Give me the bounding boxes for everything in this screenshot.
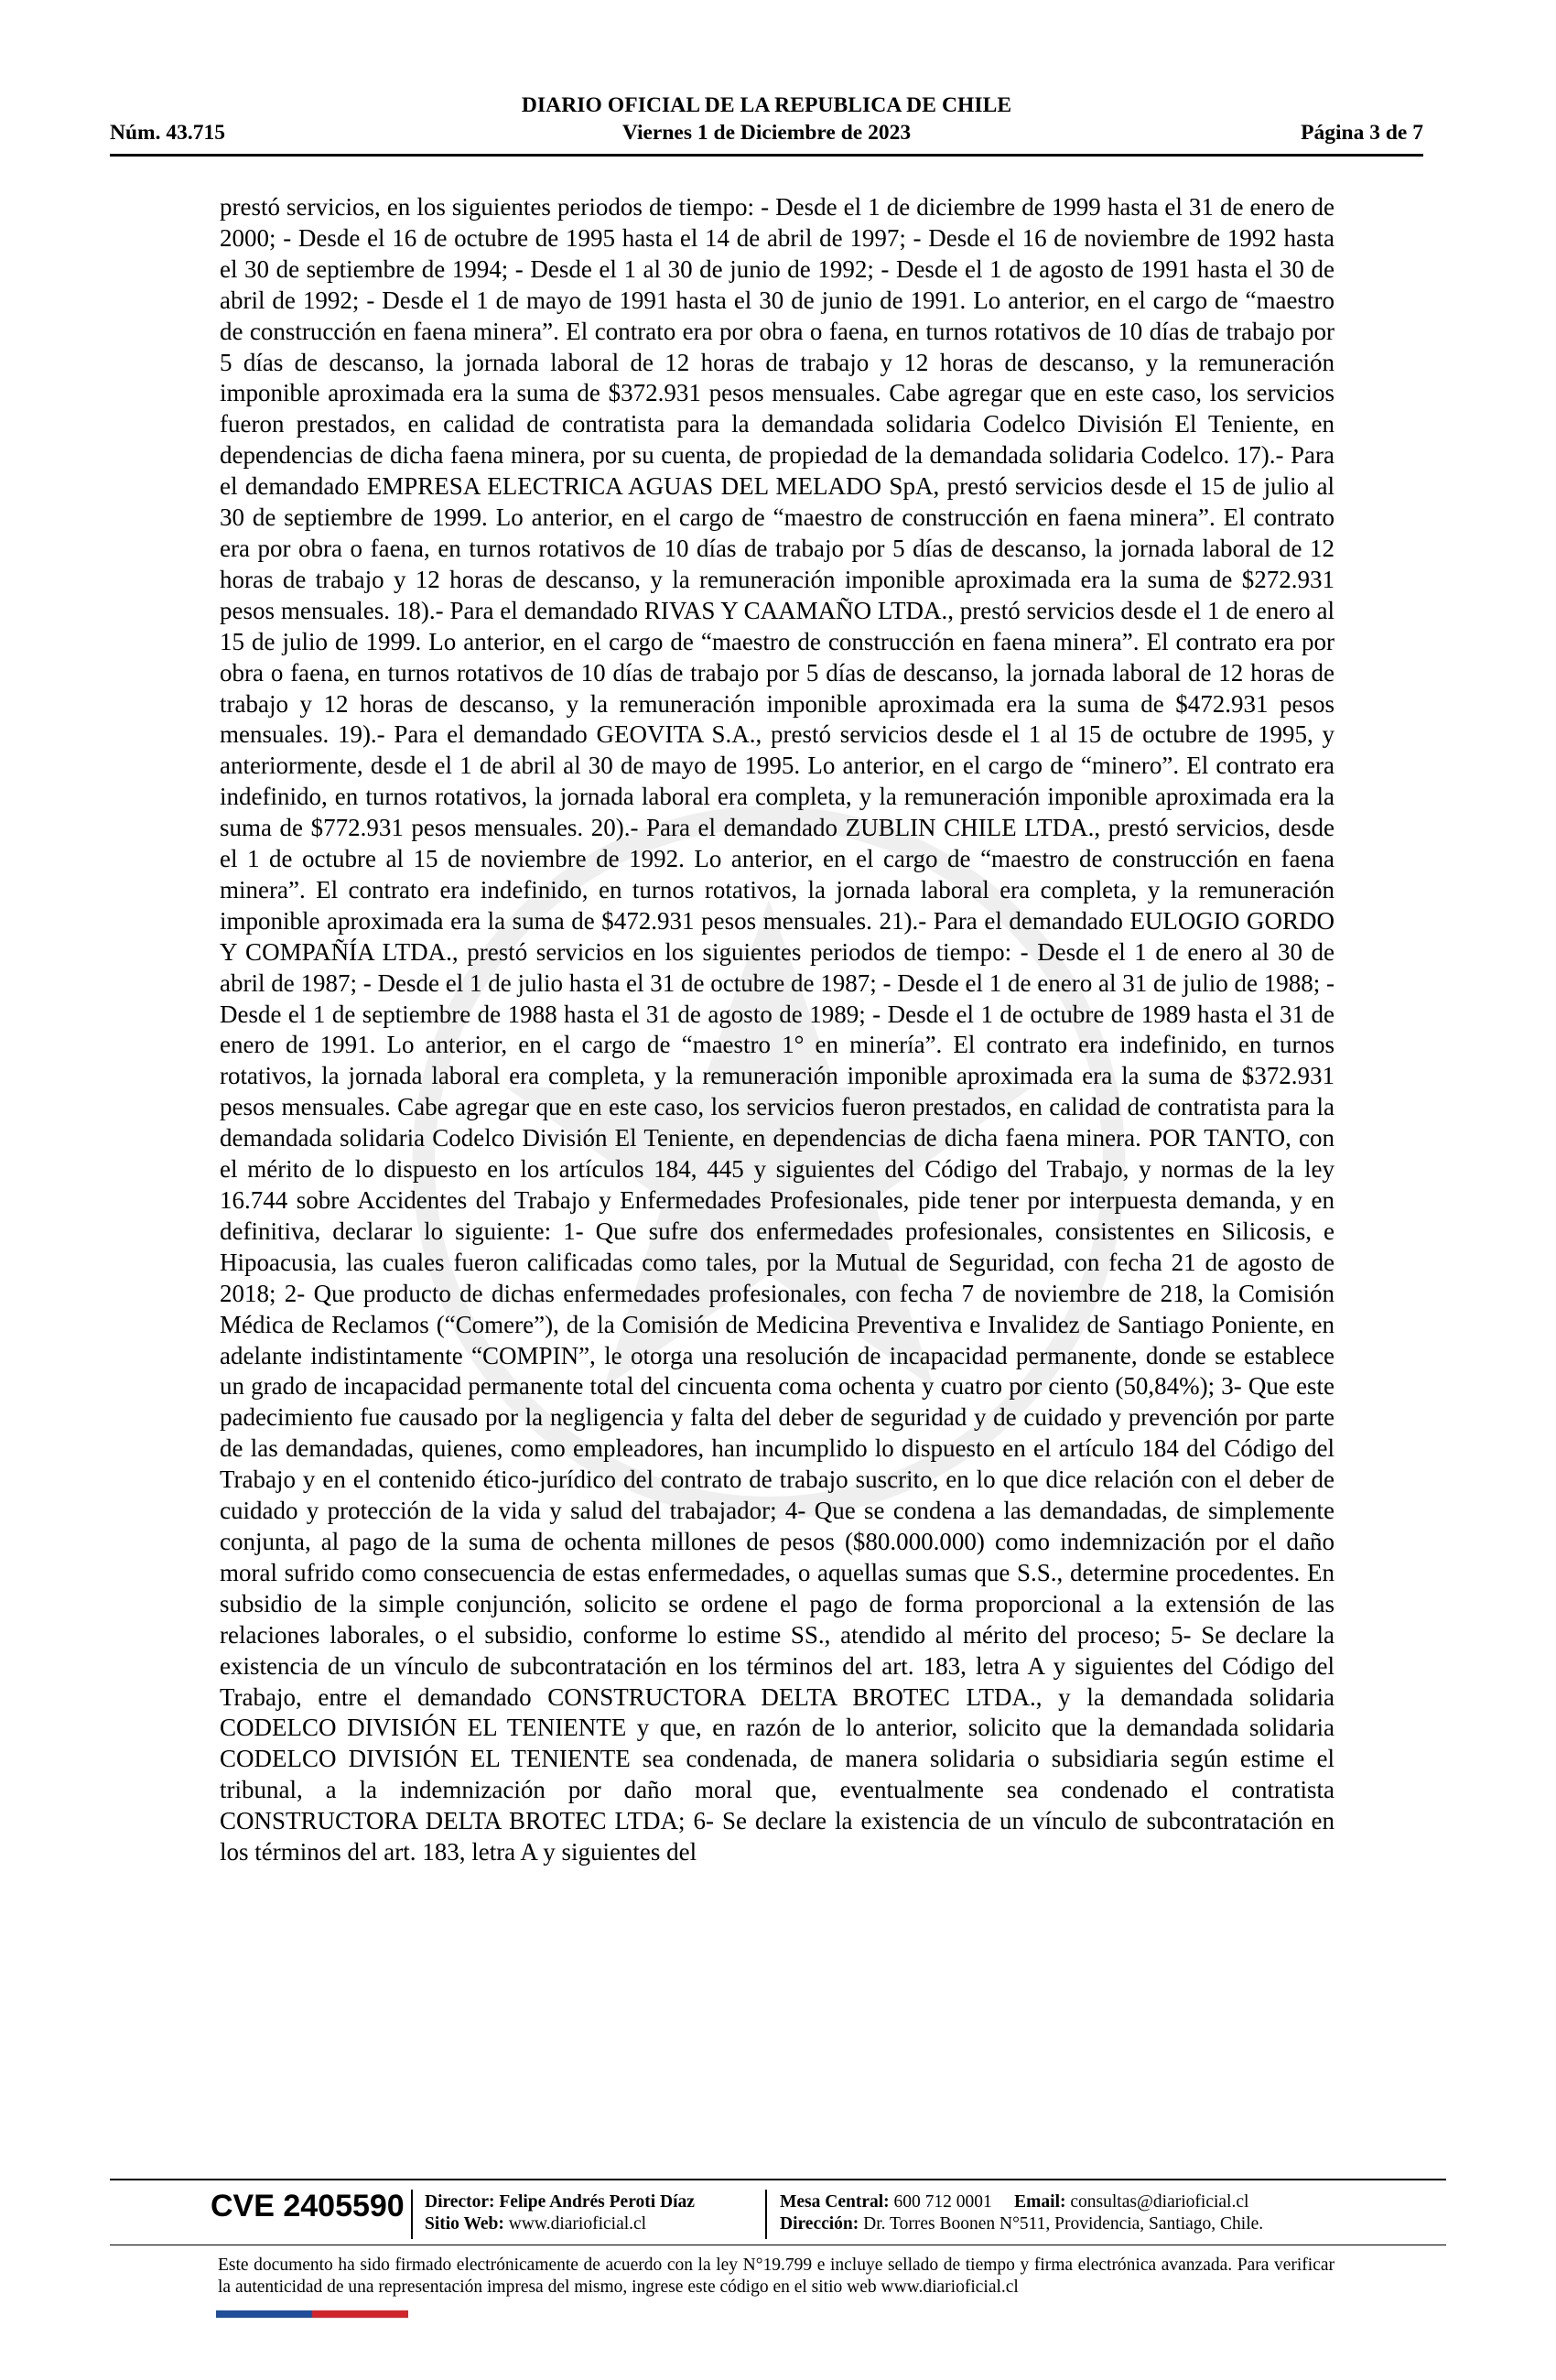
footer-director-block [425, 2191, 695, 2235]
flag-stripe [216, 2310, 408, 2318]
page-header [110, 93, 1423, 148]
issue-date: Viernes 1 de Diciembre de 2023 [621, 121, 912, 145]
cve-code: CVE 2405590 [211, 2189, 405, 2223]
flag-red-segment [312, 2310, 408, 2318]
footer-separator [765, 2190, 767, 2239]
body-paragraph: prestó servicios, en los siguientes periodos de tiempo: - Desde el 1 de diciembre de 1999 hasta el 31 de enero de 2000; - Desde el 16 de octubre de 1995 hasta el 14 de abril de 1997; - Desde el 16 de noviembre de 1992 hasta el 30 de septiembre de 1994; - Desde el 1 al 30 de junio de 1992; - Desde el 1 de agosto de 1991 hasta el 30 de abril de 1992; - Desde el 1 de mayo de 1991 hasta el 30 de junio de 1991. Lo anterior, en el cargo de “maestro de construcción en faena minera”. El contrato era por obra o faena, en turnos rotativos de 10 días de trabajo por 5 días de descanso, la jornada laboral de 12 horas de trabajo y 12 horas de descanso, y la remuneración imponible aproximada era la suma de $372.931 pesos mensuales. Cabe agregar que en este caso, los servicios fueron prestados, en calidad de contratista para la demandada solidaria Codelco División El Teniente, en dependencias de dicha faena minera, por su cuenta, de propiedad de la demandada solidaria Codelco. 17).- Para el demandado EMPRESA ELECTRICA AGUAS DEL MELADO SpA, prestó servicios desde el 15 de julio al 30 de septiembre de 1999. Lo anterior, en el cargo de “maestro de construcción en faena minera”. El contrato era por obra o faena, en turnos rotativos de 10 días de trabajo por 5 días de descanso, la jornada laboral de 12 horas de trabajo y 12 horas de descanso, y la remuneración imponible aproximada era la suma de $272.931 pesos mensuales. 18).- Para el demandado RIVAS Y CAAMAÑO LTDA., prestó servicios desde el 1 de enero al 15 de julio de 1999. Lo anterior, en el cargo de “maestro de construcción en faena minera”. El contrato era por obra o faena, en turnos rotativos de 10 días de trabajo por 5 días de descanso, la jornada laboral de 12 horas de trabajo y 12 horas de descanso, y la remuneración imponible aproximada era la suma de $472.931 pesos mensuales. 19).- Para el demandado GEOVITA S.A., prestó servicios desde el 1 al 15 de octubre de 1995, y anteriormente, desde el 1 de abril al 30 de mayo de 1995. Lo anterior, en el cargo de “minero”. El contrato era indefinido, en turnos rotativos, la jornada laboral era completa, y la remuneración imponible aproximada era la suma de $772.931 pesos mensuales. 20).- Para el demandado ZUBLIN CHILE LTDA., prestó servicios, desde el 1 de octubre al 15 de noviembre de 1992. Lo anterior, en el cargo de “maestro de construcción en faena minera”. El contrato era indefinido, en turnos rotativos, la jornada laboral era completa, y la remuneración imponible aproximada era la suma de $472.931 pesos mensuales. 21).- Para el demandado EULOGIO GORDO Y COMPAÑÍA LTDA., prestó servicios en los siguientes periodos de tiempo: - Desde el 1 de enero al 30 de abril de 1987; - Desde el 1 de julio hasta el 31 de octubre de 1987; - Desde el 1 de enero al 31 de julio de 1988; - Desde el 1 de septiembre de 1988 hasta el 31 de agosto de 1989; - Desde el 1 de octubre de 1989 hasta el 31 de enero de 1991. Lo anterior, en el cargo de “maestro 1° en minería”. El contrato era indefinido, en turnos rotativos, la jornada laboral era completa, y la remuneración imponible aproximada era la suma de $372.931 pesos mensuales. Cabe agregar que en este caso, los servicios fueron prestados, en calidad de contratista para la demandada solidaria Codelco División El Teniente, en dependencias de dicha faena minera. POR TANTO, con el mérito de lo dispuesto en los artículos 184, 445 y siguientes del Código del Trabajo, y normas de la ley 16.744 sobre Accidentes del Trabajo y Enfermedades Profesionales, pide tener por interpuesta demanda, y en definitiva, declarar lo siguiente: 1- Que sufre dos enfermedades profesionales, consistentes en Silicosis, e Hipoacusia, las cuales fueron calificadas como tales, por la Mutual de Seguridad, con fecha 21 de agosto de 2018; 2- Que producto de dichas enfermedades profesionales, con fecha 7 de noviembre de 218, la Comisión Médica de Reclamos (“Comere”), de la Comisión de Medicina Preventiva e Invalidez de Santiago Poniente, en adelante indistintamente “COMPIN”, le otorga una resolución de incapacidad permanente, donde se establece un grado de incapacidad permanente total del cincuenta coma ochenta y cuatro por ciento (50,84%); 3- Que este padecimiento fue causado por la negligencia y falta del deber de seguridad y de cuidado y prevención por parte de las demandadas, quienes, como empleadores, han incumplido lo dispuesto en el artículo 184 del Código del Trabajo y en el contenido ético-jurídico del contrato de trabajo suscrito, en lo que dice relación con el deber de cuidado y protección de la vida y salud del trabajador; 4- Que se condena a las demandadas, de simplemente conjunta, al pago de la suma de ochenta millones de pesos ($80.000.000) como indemnización por el daño moral sufrido como consecuencia de estas enfermedades, o aquellas sumas que S.S., determine procedentes. En subsidio de la simple conjunción, solicito se ordene el pago de forma proporcional a la extensión de las relaciones laborales, o el subsidio, conforme lo estime SS., atendido al mérito del proceso; 5- Se declare la existencia de un vínculo de subcontratación en los términos del art. 183, letra A y siguientes del Código del Trabajo, entre el demandado CONSTRUCTORA DELTA BROTEC LTDA., y la demandada solidaria CODELCO DIVISIÓN EL TENIENTE y que, en razón de lo anterior, solicito que la demandada solidaria CODELCO DIVISIÓN EL TENIENTE sea condenada, de manera solidaria o subsidiaria según estime el tribunal, a la indemnización por daño moral que, eventualmente sea condenado el contratista CONSTRUCTORA DELTA BROTEC LTDA; 6- Se declare la existencia de un vínculo de subcontratación en los términos del art. 183, letra A y siguientes del [220, 193, 1334, 1866]
issue-number: Núm. 43.715 [110, 121, 225, 145]
phone-number: 600 712 0001 [893, 2192, 992, 2212]
footer-separator [411, 2190, 413, 2239]
publication-title: DIARIO OFICIAL DE LA REPUBLICA DE CHILE [521, 93, 1012, 117]
email-label: Email: [1014, 2192, 1066, 2212]
address-label: Dirección: [780, 2214, 859, 2234]
document-body [220, 192, 1334, 1868]
phone-label: Mesa Central: [780, 2192, 890, 2212]
email-link[interactable]: consultas@diarioficial.cl [1070, 2192, 1249, 2212]
flag-blue-segment [216, 2310, 312, 2318]
website-label: Sitio Web: [425, 2214, 504, 2234]
director-label: Director: [425, 2192, 495, 2212]
address-text: Dr. Torres Boonen N°511, Providencia, Santiago, Chile. [863, 2214, 1264, 2234]
header-divider [110, 154, 1423, 157]
page-number: Página 3 de 7 [1301, 121, 1423, 145]
director-name: Felipe Andrés Peroti Díaz [499, 2192, 695, 2212]
footer-divider [110, 2179, 1446, 2180]
signature-notice: Este documento ha sido firmado electrónicamente de acuerdo con la ley N°19.799 e incluye sellado de tiempo y firma electrónica avanzada. Para verificar la autenticidad de una representación impresa del mismo, ingrese este código en el sitio web www.diarioficial.cl [218, 2256, 1334, 2297]
footer-contact-block [780, 2191, 1263, 2235]
website-link[interactable]: www.diarioficial.cl [508, 2214, 647, 2234]
